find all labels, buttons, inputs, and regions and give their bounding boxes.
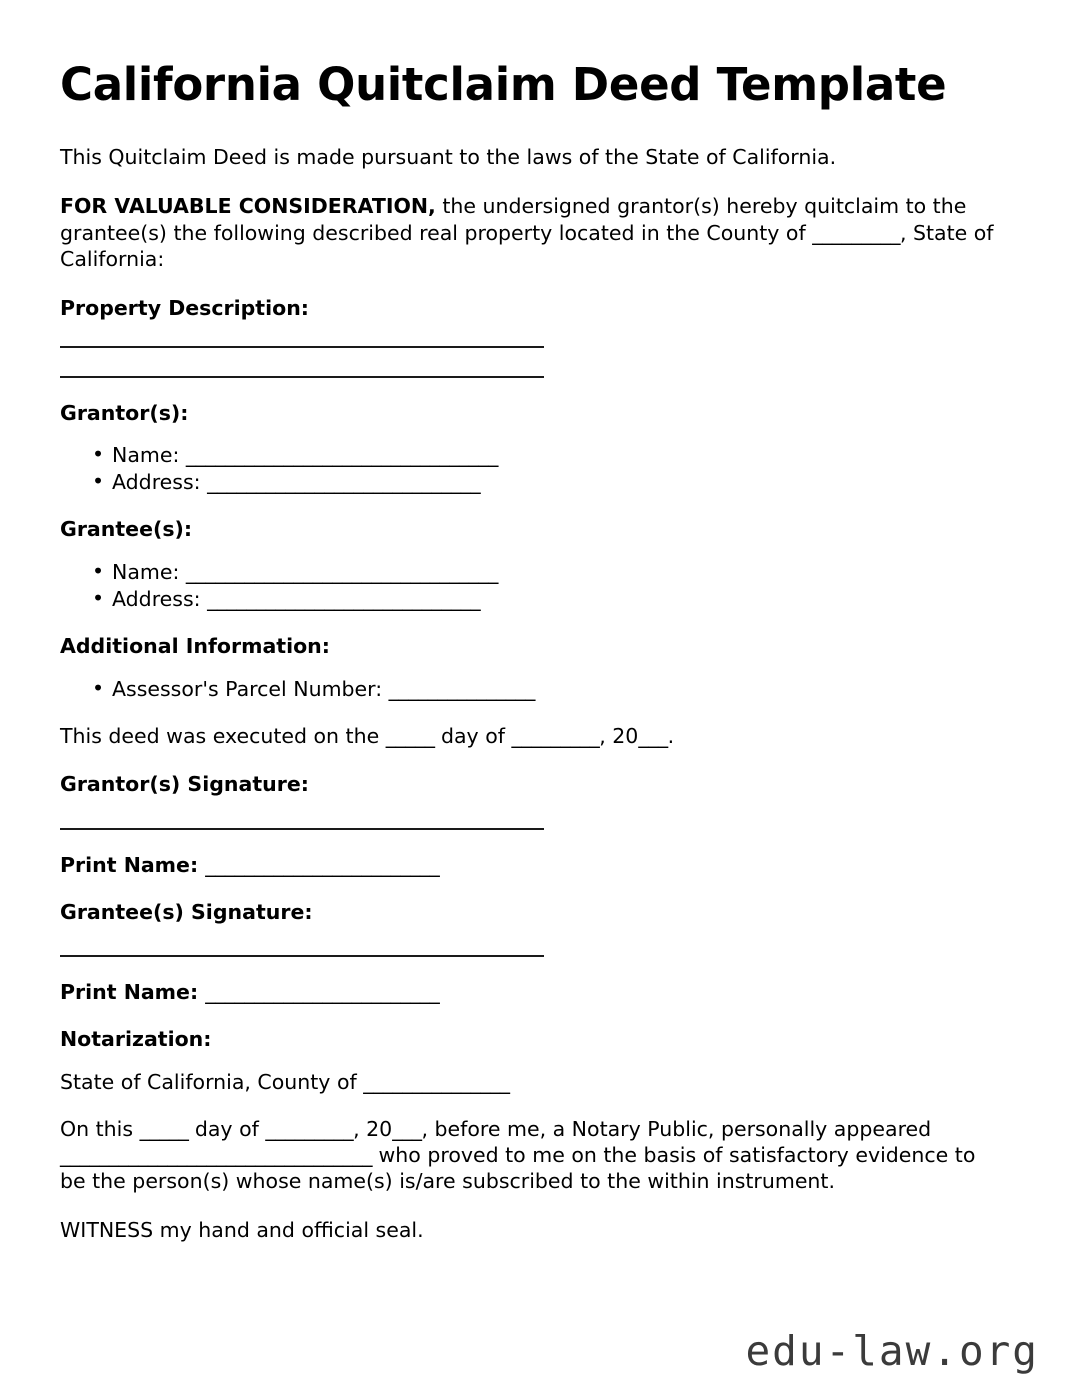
grantor-address-blank[interactable]: ____________________________ bbox=[207, 470, 481, 495]
notarization-heading: Notarization: bbox=[60, 1026, 212, 1051]
grantor-address-label: Address: bbox=[112, 470, 201, 495]
grantee-print-name-blank[interactable]: ________________________ bbox=[205, 980, 440, 1005]
list-item bbox=[60, 469, 1005, 496]
consideration-body-2: , State of California: bbox=[60, 220, 994, 272]
property-description-lines bbox=[60, 346, 1005, 378]
grantor-signature-line[interactable] bbox=[60, 828, 544, 830]
notary-text-1: On this bbox=[60, 1117, 140, 1142]
grantee-address-label: Address: bbox=[112, 587, 201, 612]
intro-paragraph: This Quitclaim Deed is made pursuant to the laws of the State of California. bbox=[60, 145, 837, 170]
notary-paragraph bbox=[60, 1117, 1005, 1194]
grantor-print-name-row bbox=[60, 852, 1005, 879]
apn-blank[interactable]: _______________ bbox=[388, 676, 535, 701]
notary-county-blank[interactable]: _______________ bbox=[363, 1069, 510, 1094]
additional-information-fields bbox=[60, 676, 1005, 703]
page-title: California Quitclaim Deed Template bbox=[60, 58, 947, 111]
notary-text-2: day of bbox=[188, 1117, 266, 1142]
grantee-heading: Grantee(s): bbox=[60, 517, 193, 542]
consideration-paragraph bbox=[60, 193, 1005, 273]
notary-year-blank[interactable]: ___ bbox=[392, 1117, 422, 1142]
witness-line: WITNESS my hand and official seal. bbox=[60, 1217, 424, 1242]
grantee-print-name-label: Print Name: bbox=[60, 980, 199, 1005]
property-description-line-1[interactable] bbox=[60, 346, 544, 348]
grantee-name-blank[interactable]: ________________________________ bbox=[185, 559, 498, 584]
execution-text-1: This deed was executed on the bbox=[60, 723, 386, 748]
list-item bbox=[60, 586, 1005, 613]
grantor-name-label: Name: bbox=[112, 443, 180, 468]
notary-appeared-name-blank[interactable]: ________________________________ bbox=[60, 1143, 372, 1168]
county-blank[interactable]: _________ bbox=[812, 220, 900, 245]
grantor-print-name-blank[interactable]: ________________________ bbox=[205, 853, 440, 878]
grantor-signature-heading: Grantor(s) Signature: bbox=[60, 772, 309, 797]
notary-text-3: , 20 bbox=[353, 1117, 393, 1142]
execution-day-blank[interactable]: _____ bbox=[385, 723, 435, 748]
additional-information-heading: Additional Information: bbox=[60, 634, 330, 659]
grantee-signature-line[interactable] bbox=[60, 955, 544, 957]
execution-text-4: . bbox=[667, 723, 675, 748]
notary-text-4: , before me, a Notary Public, personally appeared bbox=[421, 1117, 932, 1142]
consideration-bold-lead: FOR VALUABLE CONSIDERATION, bbox=[60, 194, 436, 219]
apn-label: Assessor's Parcel Number: bbox=[112, 676, 383, 701]
list-item bbox=[60, 676, 1005, 703]
grantee-address-blank[interactable]: ____________________________ bbox=[207, 587, 481, 612]
execution-year-blank[interactable]: ___ bbox=[638, 723, 668, 748]
notary-month-blank[interactable]: _________ bbox=[265, 1117, 354, 1142]
execution-month-blank[interactable]: _________ bbox=[511, 723, 600, 748]
state-county-line bbox=[60, 1069, 1005, 1096]
notary-text-5: who proved to me on the basis of satisfactory evidence to be the person(s) whose name(s) is/are subscribed to the within instrument. bbox=[60, 1143, 976, 1193]
execution-text-2: day of bbox=[434, 723, 512, 748]
property-description-heading: Property Description: bbox=[60, 295, 309, 320]
list-item bbox=[60, 442, 1005, 469]
grantor-heading: Grantor(s): bbox=[60, 400, 189, 425]
property-description-line-2[interactable] bbox=[60, 376, 544, 378]
state-county-text: State of California, County of bbox=[60, 1069, 364, 1094]
notary-day-blank[interactable]: _____ bbox=[139, 1117, 189, 1142]
grantee-fields bbox=[60, 559, 1005, 613]
execution-paragraph bbox=[60, 723, 1005, 750]
list-item bbox=[60, 559, 1005, 586]
grantor-name-blank[interactable]: ________________________________ bbox=[185, 443, 498, 468]
grantee-name-label: Name: bbox=[112, 559, 180, 584]
grantor-fields bbox=[60, 442, 1005, 496]
grantor-print-name-label: Print Name: bbox=[60, 853, 199, 878]
grantee-signature-heading: Grantee(s) Signature: bbox=[60, 899, 313, 924]
grantee-print-name-row bbox=[60, 979, 1005, 1006]
site-watermark: edu-law.org bbox=[745, 1327, 1039, 1375]
consideration-body-1: the undersigned grantor(s) hereby quitclaim to the grantee(s) the following described real property located in the County of bbox=[60, 194, 967, 245]
execution-text-3: , 20 bbox=[599, 723, 639, 748]
